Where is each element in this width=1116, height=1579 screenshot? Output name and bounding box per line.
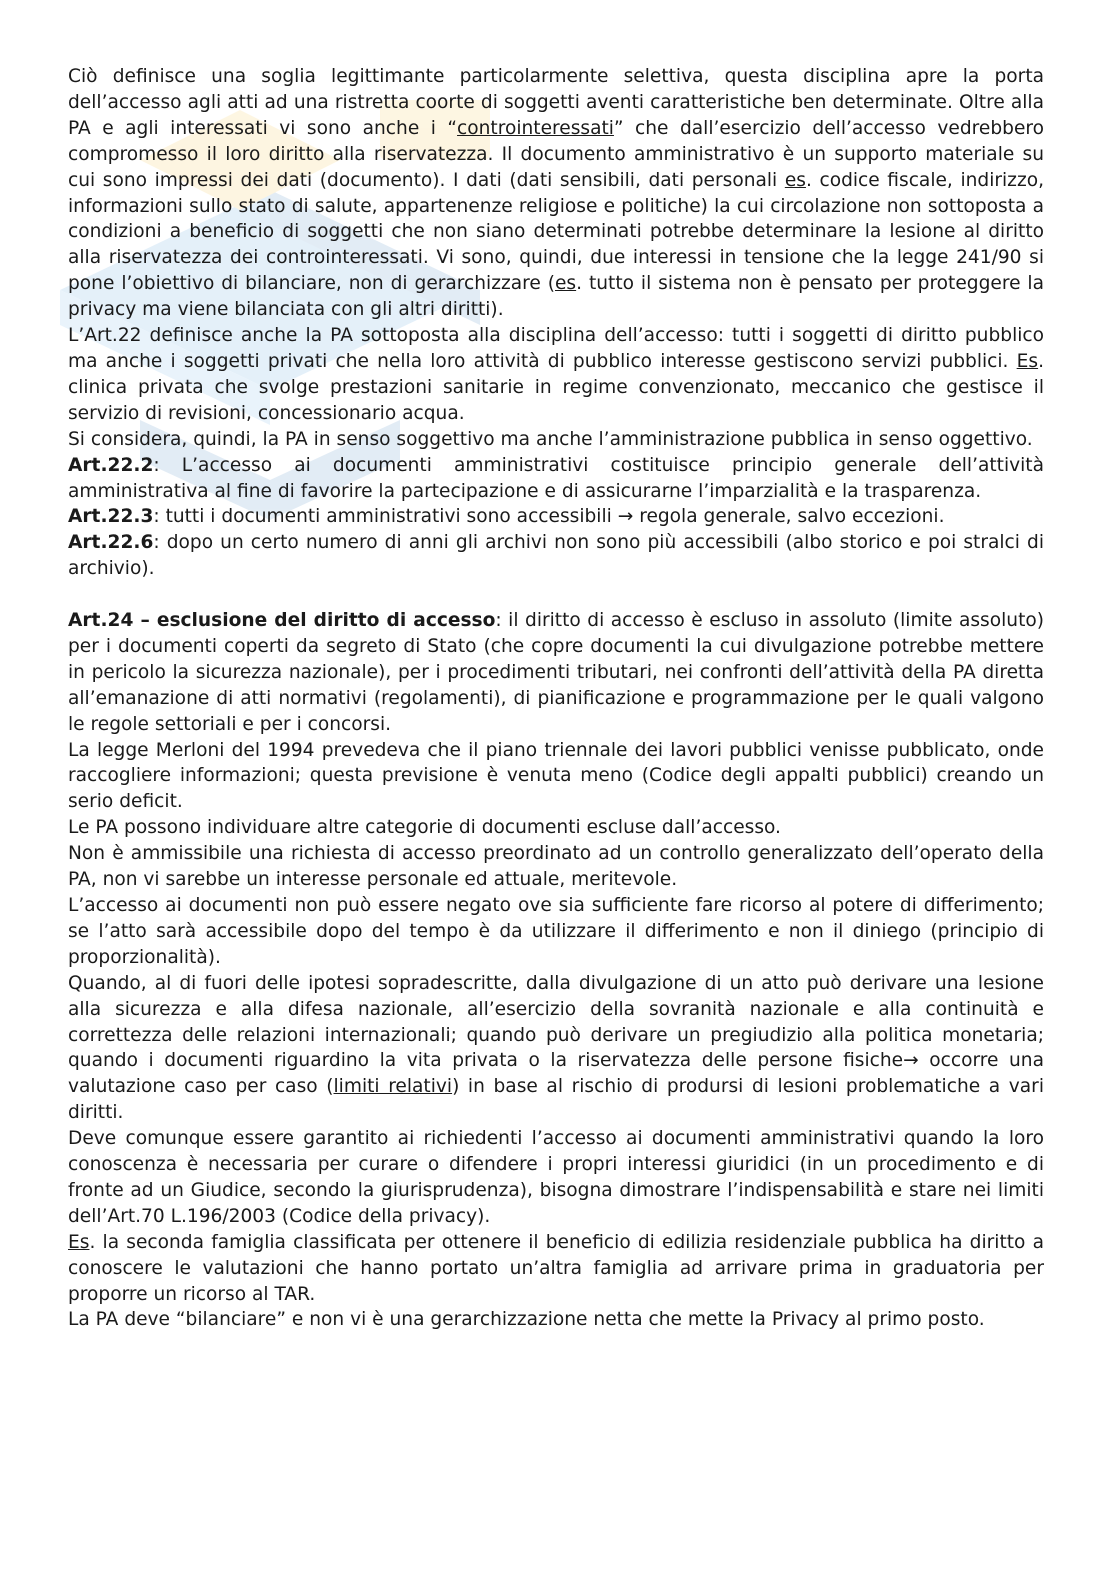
underlined-text: es bbox=[554, 273, 577, 295]
underlined-text: Es bbox=[1016, 350, 1039, 372]
text-run: La PA deve “bilanciare” e non vi è una gerarchizzazione netta che mette la Privacy al primo posto. bbox=[68, 1309, 985, 1331]
article-heading: Art.24 – esclusione del diritto di accesso bbox=[68, 610, 496, 632]
paragraph bbox=[68, 971, 1044, 1126]
text-run: Ciò definisce una soglia legittimante particolarmente selettiva, questa disciplina apre la porta dell’accesso agli atti ad una ristretta coorte di soggetti aventi caratteristiche ben determinate. Oltre alla PA e agli interessati vi sono anche i “ bbox=[68, 66, 1044, 139]
text-run: La legge Merloni del 1994 prevedeva che il piano triennale dei lavori pubblici venisse pubblicato, onde raccogliere informazioni; questa previsione è venuta meno (Codice degli appalti pubblici) creando un serio deficit. bbox=[68, 739, 1044, 813]
paragraph bbox=[68, 453, 1044, 505]
paragraph bbox=[68, 893, 1044, 971]
underlined-text: controinteressati bbox=[457, 117, 614, 139]
text-run: : L’accesso ai documenti amministrativi costituisce principio generale dell’attività amministrativa al fine di favorire la partecipazione e di assicurarne l’imparzialità e la trasparenza. bbox=[68, 454, 1044, 502]
text-run: : tutti i documenti amministrativi sono accessibili → regola generale, salvo eccezioni. bbox=[153, 506, 945, 528]
paragraph bbox=[68, 738, 1044, 816]
text-run: ) in base al rischio di prodursi di lesioni problematiche a vari diritti. bbox=[68, 1076, 1044, 1124]
paragraph bbox=[68, 427, 1044, 453]
text-run: ” che dall’esercizio dell’accesso vedrebbero compromesso il loro diritto alla riservatezza. Il documento amministrativo è un supporto materiale su cui sono impressi dei dati (documento). I dati (dati sensibili, dati personali bbox=[68, 117, 1044, 191]
paragraph bbox=[68, 608, 1044, 738]
article-heading: Art.22.6 bbox=[68, 532, 154, 554]
paragraph bbox=[68, 1126, 1044, 1230]
paragraph bbox=[68, 1230, 1044, 1308]
text-run: Le PA possono individuare altre categorie di documenti escluse dall’accesso. bbox=[68, 817, 781, 839]
paragraph bbox=[68, 841, 1044, 893]
paragraph bbox=[68, 504, 1044, 530]
paragraph bbox=[68, 64, 1044, 323]
paragraph bbox=[68, 815, 1044, 841]
text-run: Quando, al di fuori delle ipotesi sopradescritte, dalla divulgazione di un atto può derivare una lesione alla sicurezza e alla difesa nazionale, all’esercizio della sovranità nazionale e alla continuità e correttezza delle relazioni internazionali; quando può derivare un pregiudizio alla politica monetaria; quando i documenti riguardino la vita privata o la riservatezza delle persone fisiche→ occorre una valutazione caso per caso ( bbox=[68, 972, 1044, 1098]
underlined-text: es bbox=[784, 169, 806, 191]
text-run: . tutto il sistema non è pensato per proteggere la privacy ma viene bilanciata con gli altri diritti). bbox=[68, 273, 1044, 321]
paragraph bbox=[68, 530, 1044, 582]
text-run: Deve comunque essere garantito ai richiedenti l’accesso ai documenti amministrativi quando la loro conoscenza è necessaria per curare o difendere i propri interessi giuridici (in un procedimento e di fronte ad un Giudice, secondo la giurisprudenza), bisogna dimostrare l’indispensabilità e stare nei limiti dell’Art.70 L.196/2003 (Codice della privacy). bbox=[68, 1128, 1044, 1227]
text-run: Non è ammissibile una richiesta di accesso preordinato ad un controllo generalizzato dell’operato della PA, non vi sarebbe un interesse personale ed attuale, meritevole. bbox=[68, 843, 1044, 891]
text-run: Si considera, quindi, la PA in senso soggettivo ma anche l’amministrazione pubblica in senso oggettivo. bbox=[68, 428, 1033, 450]
text-run: L’accesso ai documenti non può essere negato ove sia sufficiente fare ricorso al potere di differimento; se l’atto sarà accessibile dopo del tempo è da utilizzare il differimento e non il diniego (principio di proporzionalità). bbox=[68, 894, 1044, 968]
text-run: : il diritto di accesso è escluso in assoluto (limite assoluto) per i documenti coperti da segreto di Stato (che copre documenti la cui divulgazione potrebbe mettere in pericolo la sicurezza nazionale), per i procedimenti tributari, nei confronti dell’attività della PA diretta all’emanazione di atti normativi (regolamenti), di pianificazione e programmazione per le quali valgono le regole settoriali e per i concorsi. bbox=[68, 610, 1044, 735]
article-heading: Art.22.2 bbox=[68, 454, 154, 476]
paragraph bbox=[68, 323, 1044, 427]
article-heading: Art.22.3 bbox=[68, 506, 154, 528]
text-run: . la seconda famiglia classificata per ottenere il beneficio di edilizia residenziale pubblica ha diritto a conoscere le valutazioni che hanno portato un’altra famiglia ad arrivare prima in graduatoria per proporre un ricorso al TAR. bbox=[68, 1231, 1044, 1305]
text-run: . clinica privata che svolge prestazioni sanitarie in regime convenzionato, meccanico che gestisce il servizio di revisioni, concessionario acqua. bbox=[68, 350, 1044, 424]
text-run: : dopo un certo numero di anni gli archivi non sono più accessibili (albo storico e poi stralci di archivio). bbox=[68, 532, 1044, 580]
underlined-text: Es bbox=[68, 1231, 90, 1253]
document-body bbox=[68, 64, 1044, 1333]
text-run: . codice fiscale, indirizzo, informazioni sullo stato di salute, appartenenze religiose e politiche) la cui circolazione non sottoposta a condizioni a beneficio di soggetti che non siano determinati potrebbe determinare la lesione al diritto alla riservatezza dei controinteressati. Vi sono, quindi, due interessi in tensione che la legge 241/90 si pone l’obiettivo di bilanciare, non di gerarchizzare ( bbox=[68, 169, 1044, 295]
underlined-text: limiti relativi bbox=[333, 1076, 453, 1098]
text-run: L’Art.22 definisce anche la PA sottoposta alla disciplina dell’accesso: tutti i soggetti di diritto pubblico ma anche i soggetti privati che nella loro attività di pubblico interesse gestiscono servizi pubblici. bbox=[68, 325, 1044, 372]
paragraph bbox=[68, 1307, 1044, 1333]
